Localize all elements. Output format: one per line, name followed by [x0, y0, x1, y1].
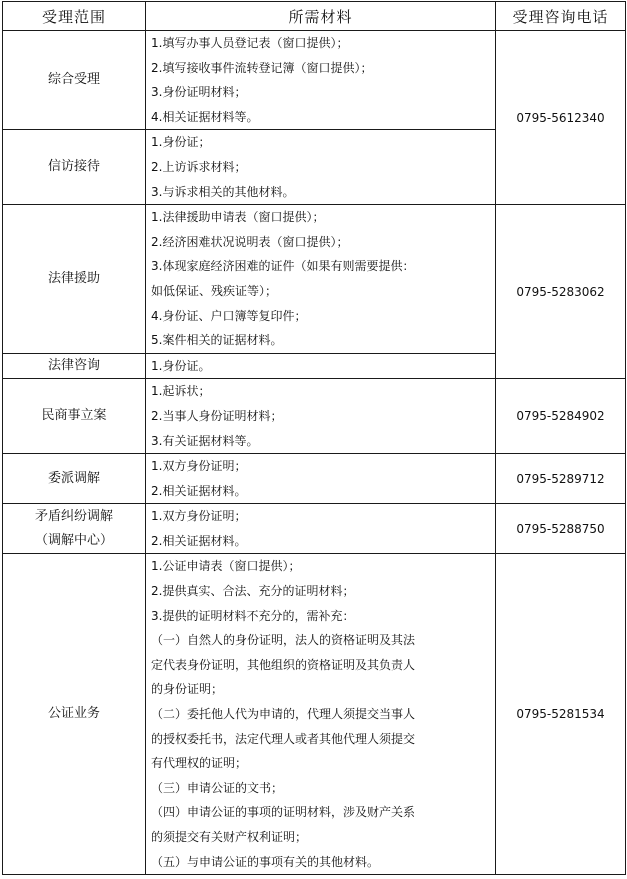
scope-cell: 民商事立案 [3, 379, 146, 454]
material-line: （三）申请公证的文书； [151, 780, 284, 795]
phone-cell: 0795-5612340 [496, 31, 626, 205]
material-line: 2.填写接收事件流转登记簿（窗口提供）； [151, 60, 373, 75]
table-row [3, 454, 626, 504]
material-line: 如低保证、残疾证等）； [151, 283, 278, 298]
material-line: 1.起诉状； [151, 384, 211, 399]
material-line: 2.相关证据材料。 [151, 483, 247, 498]
material-line: 4.身份证、户口簿等复印件； [151, 308, 307, 323]
table-row [3, 504, 626, 554]
header-phone: 受理咨询电话 [496, 2, 626, 31]
material-line: 3.身份证明材料； [151, 85, 247, 100]
table-row [3, 205, 626, 354]
materials-cell [146, 554, 496, 875]
phone-cell: 0795-5288750 [496, 504, 626, 554]
table-row [3, 379, 626, 454]
phone-cell: 0795-5289712 [496, 454, 626, 504]
material-line: （一）自然人的身份证明，法人的资格证明及其法 [151, 633, 416, 648]
material-line: 2.相关证据材料。 [151, 533, 247, 548]
table-row [3, 554, 626, 875]
phone-cell: 0795-5281534 [496, 554, 626, 875]
materials-cell [146, 130, 496, 205]
scope-line: （调解中心） [34, 532, 113, 548]
header-scope: 受理范围 [3, 2, 146, 31]
materials-cell [146, 454, 496, 504]
material-line: 2.当事人身份证明材料； [151, 408, 283, 423]
materials-cell [146, 504, 496, 554]
table-row [3, 31, 626, 130]
materials-cell [146, 205, 496, 354]
phone-cell: 0795-5283062 [496, 205, 626, 379]
material-line: 1.法律援助申请表（窗口提供）； [151, 210, 325, 225]
header-materials: 所需材料 [146, 2, 496, 31]
scope-line: 矛盾纠纷调解 [34, 508, 113, 524]
phone-cell: 0795-5284902 [496, 379, 626, 454]
scope-cell: 法律咨询 [3, 353, 146, 379]
material-line: 有代理权的证明； [151, 756, 248, 771]
material-line: （五）与申请公证的事项有关的其他材料。 [151, 854, 380, 869]
material-line: 4.相关证据材料等。 [151, 109, 259, 124]
material-line: 1.公证申请表（窗口提供）； [151, 559, 301, 574]
material-line: 3.提供的证明材料不充分的，需补充： [151, 608, 355, 623]
material-line: 的身份证明； [151, 682, 224, 697]
scope-cell: 委派调解 [3, 454, 146, 504]
material-line: 2.上访诉求材料； [151, 159, 247, 174]
material-line: （二）委托他人代为申请的，代理人须提交当事人 [151, 707, 416, 722]
scope-cell: 综合受理 [3, 31, 146, 130]
materials-cell [146, 353, 496, 379]
material-line: 定代表身份证明，其他组织的资格证明及其负责人 [151, 657, 416, 672]
header-row [3, 2, 626, 31]
materials-cell [146, 31, 496, 130]
material-line: 5.案件相关的证据材料。 [151, 333, 283, 348]
scope-cell: 信访接待 [3, 130, 146, 205]
material-line: 1.身份证。 [151, 358, 211, 373]
material-line: 1.身份证； [151, 135, 211, 150]
material-line: 1.填写办事人员登记表（窗口提供）； [151, 36, 349, 50]
material-line: 的须提交有关财产权利证明； [151, 830, 308, 844]
scope-cell [3, 504, 146, 554]
scope-cell: 公证业务 [3, 554, 146, 875]
service-materials-table [2, 1, 626, 875]
material-line: 3.与诉求相关的其他材料。 [151, 184, 295, 199]
material-line: 2.经济困难状况说明表（窗口提供）； [151, 234, 349, 249]
material-line: 3.体现家庭经济困难的证件（如果有则需要提供： [151, 259, 415, 274]
material-line: 2.提供真实、合法、充分的证明材料； [151, 584, 355, 599]
materials-cell [146, 379, 496, 454]
material-line: 3.有关证据材料等。 [151, 433, 259, 448]
material-line: 1.双方身份证明； [151, 509, 247, 524]
scope-cell: 法律援助 [3, 205, 146, 354]
material-line: 的授权委托书，法定代理人或者其他代理人须提交 [151, 731, 416, 746]
material-line: （四）申请公证的事项的证明材料，涉及财产关系 [151, 805, 416, 820]
material-line: 1.双方身份证明； [151, 459, 247, 474]
